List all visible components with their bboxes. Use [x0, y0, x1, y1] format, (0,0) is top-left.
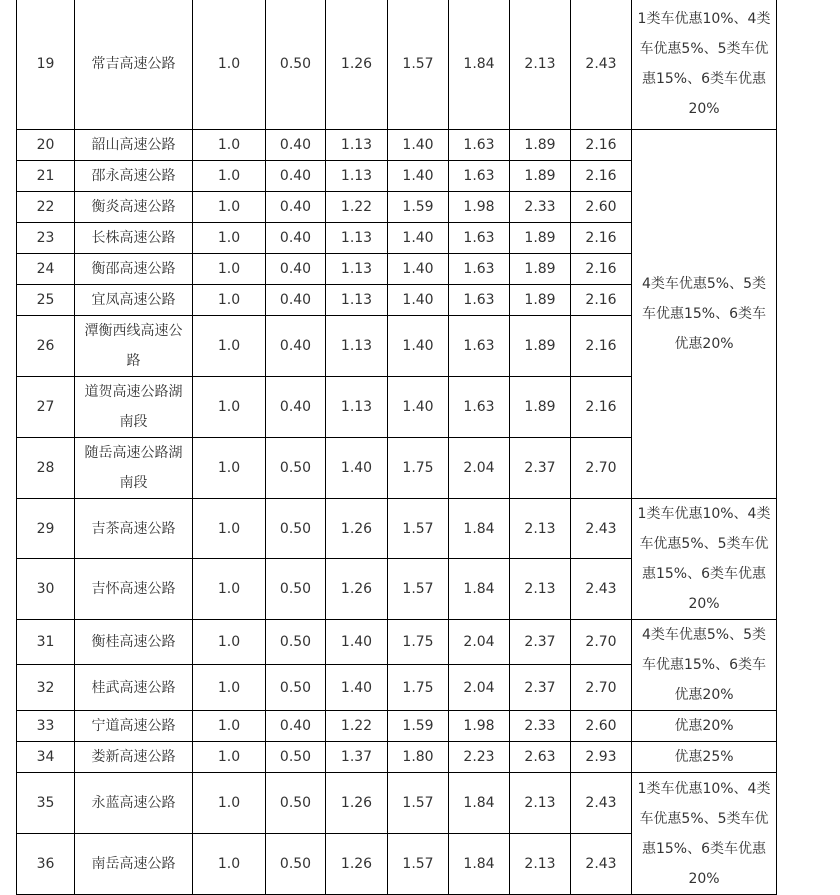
rate-cell: 0.50 — [266, 665, 326, 711]
rate-cell: 1.26 — [326, 499, 388, 559]
rate-cell: 1.0 — [193, 665, 266, 711]
rate-cell: 1.0 — [193, 0, 266, 130]
rate-cell: 1.0 — [193, 285, 266, 316]
rate-cell: 2.16 — [571, 316, 632, 377]
table-row — [17, 711, 777, 742]
row-number: 34 — [17, 742, 75, 773]
rate-cell: 0.40 — [266, 254, 326, 285]
rate-cell: 2.93 — [571, 742, 632, 773]
rate-cell: 2.16 — [571, 285, 632, 316]
table-row — [17, 130, 777, 161]
rate-cell: 1.89 — [510, 377, 571, 438]
road-name: 吉茶高速公路 — [75, 499, 193, 559]
rate-cell: 2.16 — [571, 223, 632, 254]
rate-cell: 2.37 — [510, 438, 571, 499]
rate-cell: 1.40 — [326, 665, 388, 711]
rate-cell: 1.13 — [326, 130, 388, 161]
rate-cell: 0.50 — [266, 742, 326, 773]
discount-note: 优惠20% — [632, 711, 777, 742]
rate-cell: 1.0 — [193, 773, 266, 834]
road-name: 衡炎高速公路 — [75, 192, 193, 223]
rate-cell: 2.04 — [449, 620, 510, 665]
road-name: 韶山高速公路 — [75, 130, 193, 161]
rate-cell: 2.37 — [510, 665, 571, 711]
road-name: 邵永高速公路 — [75, 161, 193, 192]
rate-cell: 2.43 — [571, 834, 632, 895]
rate-cell: 1.22 — [326, 192, 388, 223]
rate-cell: 2.70 — [571, 438, 632, 499]
rate-cell: 2.70 — [571, 665, 632, 711]
row-number: 31 — [17, 620, 75, 665]
row-number: 26 — [17, 316, 75, 377]
rate-cell: 1.40 — [388, 130, 449, 161]
row-number: 33 — [17, 711, 75, 742]
rate-cell: 0.40 — [266, 316, 326, 377]
rate-cell: 1.89 — [510, 254, 571, 285]
rate-cell: 0.40 — [266, 285, 326, 316]
rate-cell: 1.40 — [388, 285, 449, 316]
rate-cell: 0.40 — [266, 161, 326, 192]
rate-cell: 2.43 — [571, 0, 632, 130]
discount-note: 4类车优惠5%、5类车优惠15%、6类车优惠20% — [632, 620, 777, 711]
rate-cell: 1.26 — [326, 0, 388, 130]
rate-cell: 1.0 — [193, 316, 266, 377]
rate-cell: 2.13 — [510, 499, 571, 559]
rate-cell: 1.57 — [388, 499, 449, 559]
rate-cell: 2.43 — [571, 559, 632, 620]
rate-cell: 1.57 — [388, 559, 449, 620]
rate-cell: 1.89 — [510, 161, 571, 192]
rate-cell: 0.50 — [266, 438, 326, 499]
road-name: 衡桂高速公路 — [75, 620, 193, 665]
rate-cell: 0.40 — [266, 192, 326, 223]
row-number: 32 — [17, 665, 75, 711]
rate-cell: 1.0 — [193, 223, 266, 254]
rate-cell: 1.84 — [449, 499, 510, 559]
rate-cell: 1.63 — [449, 254, 510, 285]
rate-cell: 1.84 — [449, 773, 510, 834]
road-name: 宜凤高速公路 — [75, 285, 193, 316]
row-number: 21 — [17, 161, 75, 192]
rate-cell: 1.13 — [326, 254, 388, 285]
road-name: 永蓝高速公路 — [75, 773, 193, 834]
rate-cell: 1.98 — [449, 711, 510, 742]
rate-cell: 1.57 — [388, 0, 449, 130]
road-name: 常吉高速公路 — [75, 0, 193, 130]
rate-cell: 2.16 — [571, 377, 632, 438]
row-number: 22 — [17, 192, 75, 223]
rate-cell: 2.60 — [571, 192, 632, 223]
rate-cell: 1.59 — [388, 192, 449, 223]
road-name: 潭衡西线高速公路 — [75, 316, 193, 377]
rate-cell: 1.80 — [388, 742, 449, 773]
rate-cell: 1.13 — [326, 316, 388, 377]
rate-cell: 0.50 — [266, 620, 326, 665]
rate-cell: 1.37 — [326, 742, 388, 773]
rate-cell: 1.84 — [449, 834, 510, 895]
rate-cell: 1.57 — [388, 773, 449, 834]
rate-cell: 1.89 — [510, 285, 571, 316]
discount-note: 1类车优惠10%、4类车优惠5%、5类车优惠15%、6类车优惠20% — [632, 773, 777, 895]
rate-cell: 1.0 — [193, 499, 266, 559]
rate-cell: 2.16 — [571, 254, 632, 285]
rate-cell: 2.70 — [571, 620, 632, 665]
row-number: 27 — [17, 377, 75, 438]
rate-cell: 1.63 — [449, 130, 510, 161]
rate-cell: 0.50 — [266, 0, 326, 130]
rate-cell: 1.13 — [326, 223, 388, 254]
rate-cell: 1.89 — [510, 130, 571, 161]
row-number: 35 — [17, 773, 75, 834]
row-number: 28 — [17, 438, 75, 499]
row-number: 25 — [17, 285, 75, 316]
rate-cell: 1.26 — [326, 559, 388, 620]
row-number: 30 — [17, 559, 75, 620]
rate-cell: 1.63 — [449, 223, 510, 254]
rate-cell: 1.0 — [193, 438, 266, 499]
rate-cell: 0.40 — [266, 711, 326, 742]
table-row — [17, 773, 777, 834]
rate-cell: 1.57 — [388, 834, 449, 895]
row-number: 19 — [17, 0, 75, 130]
road-name: 宁道高速公路 — [75, 711, 193, 742]
rate-cell: 2.16 — [571, 130, 632, 161]
rate-cell: 1.40 — [326, 620, 388, 665]
discount-note: 1类车优惠10%、4类车优惠5%、5类车优惠15%、6类车优惠20% — [632, 499, 777, 620]
rate-cell: 2.43 — [571, 773, 632, 834]
rate-cell: 2.43 — [571, 499, 632, 559]
rate-cell: 0.50 — [266, 499, 326, 559]
road-name: 长株高速公路 — [75, 223, 193, 254]
rate-cell: 1.22 — [326, 711, 388, 742]
rate-cell: 0.40 — [266, 223, 326, 254]
table-row — [17, 499, 777, 559]
rate-cell: 1.40 — [388, 316, 449, 377]
rate-cell: 2.04 — [449, 438, 510, 499]
road-name: 吉怀高速公路 — [75, 559, 193, 620]
table-row — [17, 0, 777, 130]
rate-cell: 0.50 — [266, 773, 326, 834]
rate-cell: 2.13 — [510, 0, 571, 130]
discount-note: 1类车优惠10%、4类车优惠5%、5类车优惠15%、6类车优惠20% — [632, 0, 777, 130]
road-name: 道贺高速公路湖南段 — [75, 377, 193, 438]
rate-cell: 1.89 — [510, 223, 571, 254]
rate-cell: 2.16 — [571, 161, 632, 192]
discount-note: 优惠25% — [632, 742, 777, 773]
toll-rate-table — [16, 0, 777, 895]
rate-cell: 2.04 — [449, 665, 510, 711]
rate-cell: 1.84 — [449, 559, 510, 620]
rate-cell: 1.40 — [388, 161, 449, 192]
road-name: 南岳高速公路 — [75, 834, 193, 895]
rate-cell: 1.98 — [449, 192, 510, 223]
rate-cell: 1.0 — [193, 620, 266, 665]
rate-cell: 1.75 — [388, 665, 449, 711]
table-row — [17, 620, 777, 665]
rate-cell: 1.40 — [388, 377, 449, 438]
rate-cell: 1.63 — [449, 377, 510, 438]
rate-cell: 1.75 — [388, 438, 449, 499]
rate-cell: 2.63 — [510, 742, 571, 773]
rate-cell: 0.40 — [266, 377, 326, 438]
rate-cell: 1.63 — [449, 161, 510, 192]
rate-cell: 2.13 — [510, 559, 571, 620]
row-number: 23 — [17, 223, 75, 254]
rate-cell: 2.33 — [510, 192, 571, 223]
rate-cell: 2.13 — [510, 834, 571, 895]
rate-cell: 1.0 — [193, 254, 266, 285]
rate-cell: 1.0 — [193, 130, 266, 161]
rate-cell: 1.63 — [449, 316, 510, 377]
rate-cell: 2.33 — [510, 711, 571, 742]
rate-cell: 1.40 — [388, 254, 449, 285]
rate-cell: 1.0 — [193, 559, 266, 620]
road-name: 桂武高速公路 — [75, 665, 193, 711]
rate-cell: 1.0 — [193, 161, 266, 192]
road-name: 衡邵高速公路 — [75, 254, 193, 285]
rate-cell: 1.26 — [326, 773, 388, 834]
rate-cell: 1.0 — [193, 834, 266, 895]
road-name: 娄新高速公路 — [75, 742, 193, 773]
road-name: 随岳高速公路湖南段 — [75, 438, 193, 499]
rate-cell: 0.50 — [266, 834, 326, 895]
rate-cell: 0.50 — [266, 559, 326, 620]
rate-cell: 1.0 — [193, 711, 266, 742]
rate-cell: 1.0 — [193, 742, 266, 773]
rate-cell: 1.0 — [193, 377, 266, 438]
rate-cell: 1.40 — [326, 438, 388, 499]
rate-cell: 1.89 — [510, 316, 571, 377]
rate-cell: 1.13 — [326, 285, 388, 316]
rate-cell: 1.59 — [388, 711, 449, 742]
row-number: 20 — [17, 130, 75, 161]
discount-note: 4类车优惠5%、5类车优惠15%、6类车优惠20% — [632, 130, 777, 499]
table-row — [17, 742, 777, 773]
rate-cell: 1.75 — [388, 620, 449, 665]
row-number: 29 — [17, 499, 75, 559]
rate-cell: 2.13 — [510, 773, 571, 834]
rate-cell: 1.0 — [193, 192, 266, 223]
row-number: 36 — [17, 834, 75, 895]
rate-cell: 2.37 — [510, 620, 571, 665]
rate-cell: 1.40 — [388, 223, 449, 254]
rate-cell: 1.84 — [449, 0, 510, 130]
rate-cell: 1.13 — [326, 377, 388, 438]
rate-cell: 1.13 — [326, 161, 388, 192]
row-number: 24 — [17, 254, 75, 285]
rate-cell: 2.23 — [449, 742, 510, 773]
rate-cell: 1.63 — [449, 285, 510, 316]
rate-cell: 2.60 — [571, 711, 632, 742]
rate-cell: 0.40 — [266, 130, 326, 161]
rate-cell: 1.26 — [326, 834, 388, 895]
